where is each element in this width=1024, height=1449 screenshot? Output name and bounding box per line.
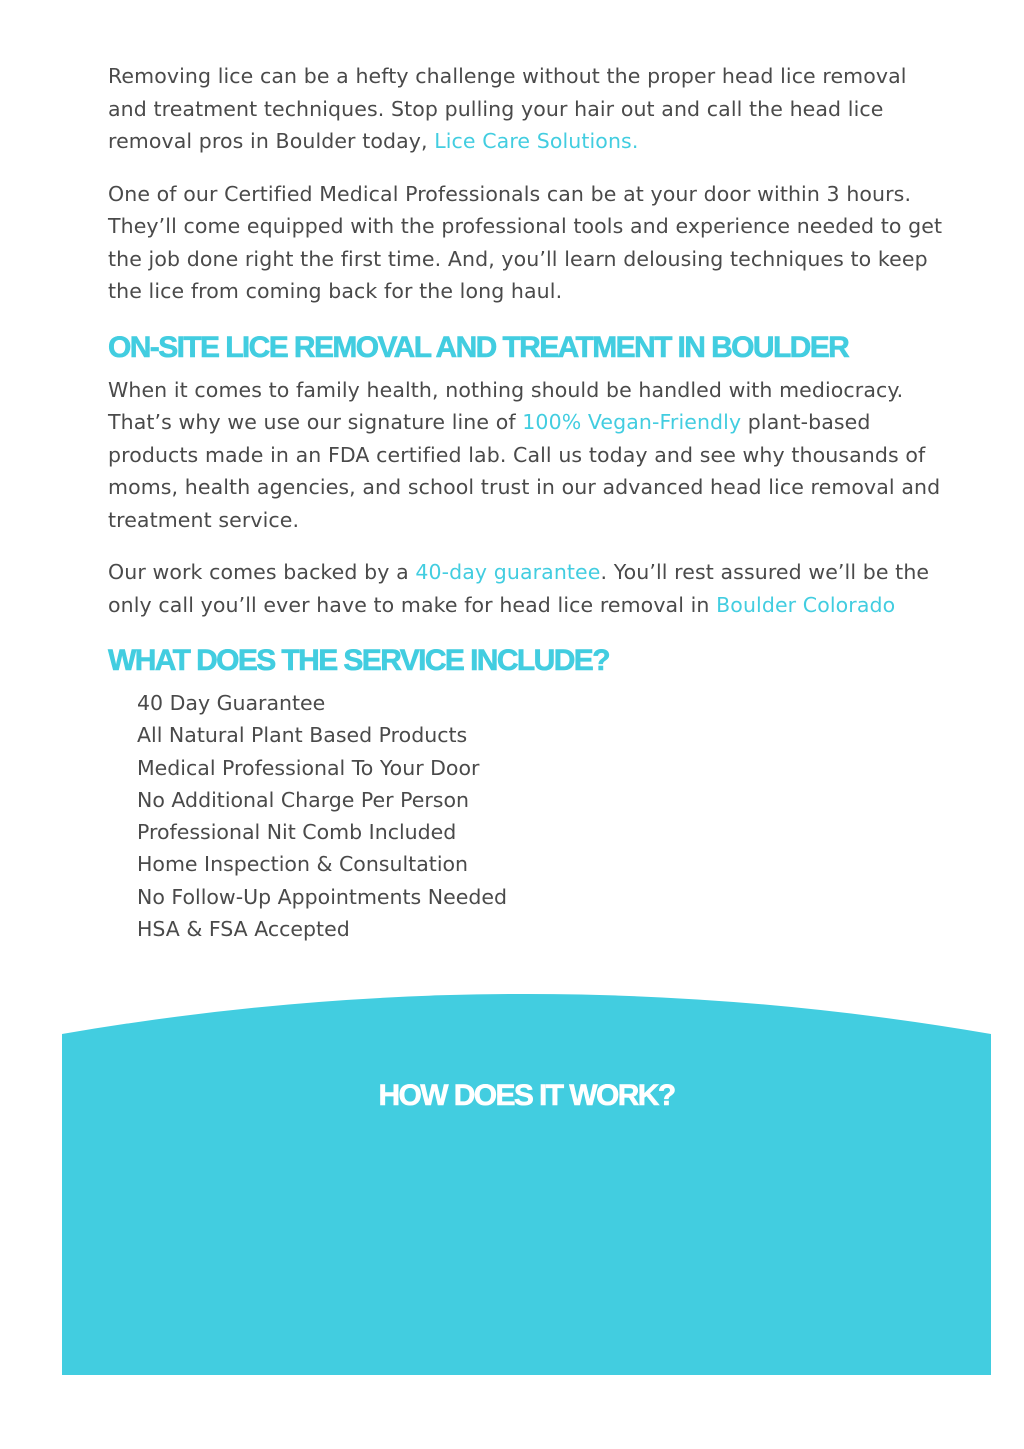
curved-banner-background [62,992,991,1375]
intro-p1-text: Removing lice can be a hefty challenge without the proper head lice removal and treatment techniques. Stop pulling your hair out and call the head lice removal pros in Boulder today, [108,64,907,153]
list-item: Medical Professional To Your Door [137,755,480,780]
main-content [108,60,948,945]
list-item: All Natural Plant Based Products [137,723,468,748]
list-item: HSA & FSA Accepted [137,917,350,942]
service-heading: WHAT DOES THE SERVICE INCLUDE? [108,644,609,677]
onsite-paragraph-2 [108,556,948,621]
guarantee-link[interactable]: 40-day guarantee [415,560,601,584]
onsite-paragraph-1 [108,374,948,537]
intro-paragraph-2: One of our Certified Medical Professionals can be at your door within 3 hours. They’ll come equipped with the professional tools and experience needed to get the job done right the first time. And, you’ll learn delousing techniques to keep the lice from coming back for the long haul. [108,181,943,303]
boulder-colorado-link[interactable]: Boulder Colorado [716,592,896,617]
intro-paragraph-1 [108,60,948,158]
list-item: No Follow-Up Appointments Needed [137,884,507,909]
list-item: 40 Day Guarantee [137,691,326,715]
list-item: No Additional Charge Per Person [137,787,469,812]
vegan-friendly-link[interactable]: 100% Vegan-Friendly [522,410,742,434]
onsite-heading: ON-SITE LICE REMOVAL AND TREATMENT IN BOULDER [108,330,849,364]
lice-care-solutions-link[interactable]: Lice Care Solutions. [434,129,639,153]
how-it-works-title: HOW DOES IT WORK? [378,1079,675,1112]
onsite-p2-text-b: . You’ll rest assured we’ll be the only call you’ll ever have to make for head lice removal in [108,560,930,617]
onsite-p2-text-a: Our work comes backed by a [108,560,416,584]
list-item: Professional Nit Comb Included [137,820,457,845]
onsite-p1-text-a: When it comes to family health, nothing should be handled with mediocracy. That’s why we use our signature line of [108,377,904,434]
how-it-works-section [62,992,991,1375]
list-item: Home Inspection & Consultation [137,852,469,877]
onsite-p1-text-b: plant-based products made in an FDA certified lab. Call us today and see why thousands of moms, health agencies, and school trust in our advanced head lice removal and treatment service. [108,410,941,532]
service-features-list [108,687,948,945]
